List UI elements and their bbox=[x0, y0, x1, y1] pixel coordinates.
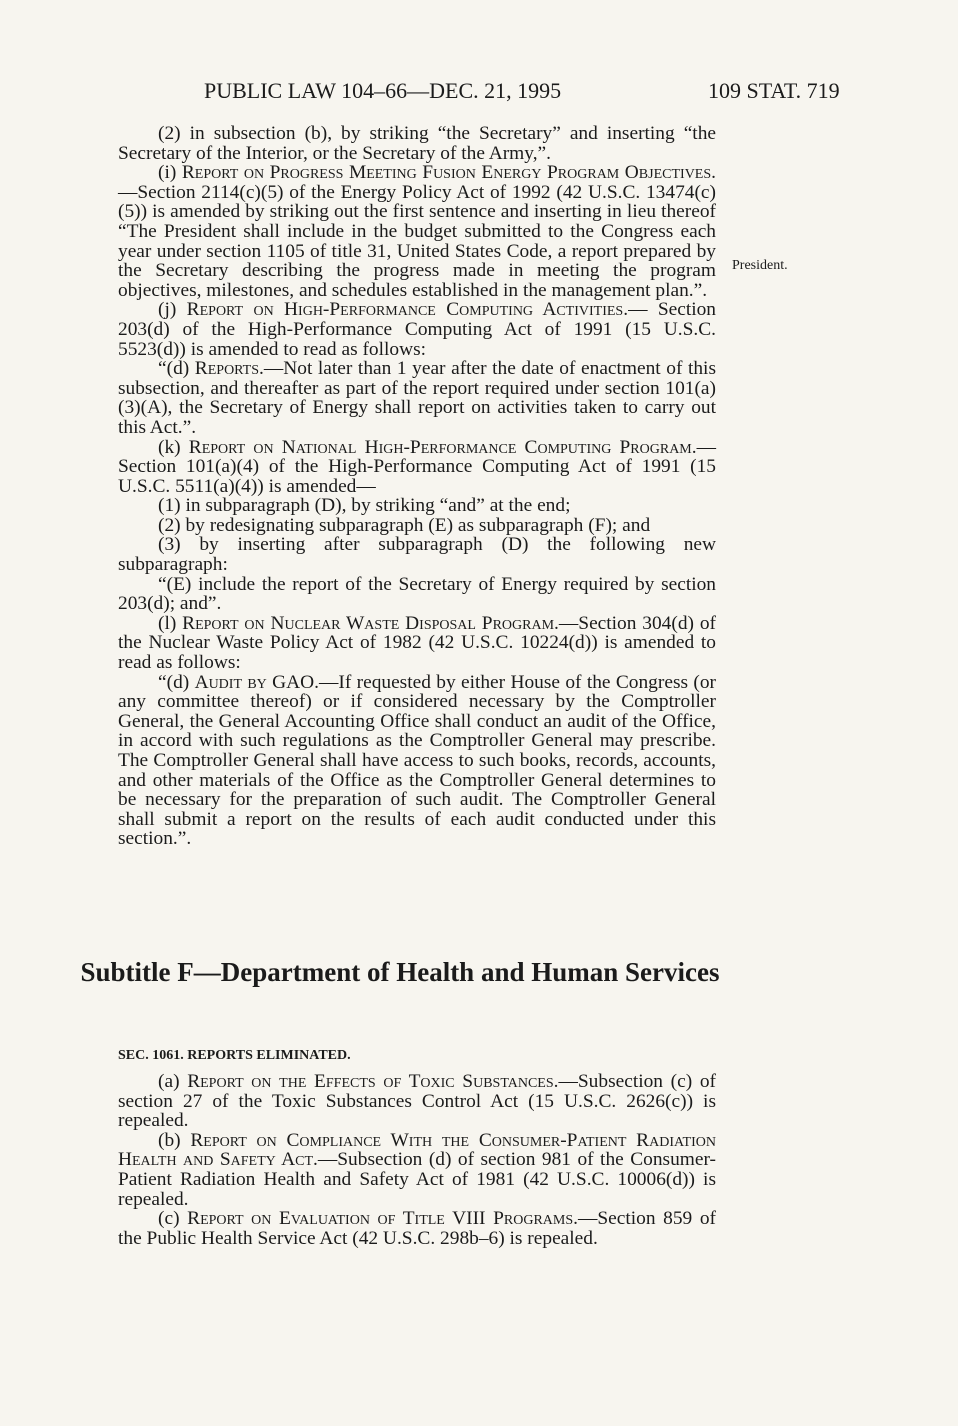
heading: Report on National High-Performance Computing Program. bbox=[188, 436, 697, 458]
section-c bbox=[118, 1209, 716, 1248]
heading: Report on Compliance With the Consumer-Patient Radiation Health and Safety Act. bbox=[118, 1129, 716, 1171]
text: —If requested by either House of the Congress (or any committee thereof) or if considered necessary by the Comptroller General, the General Accounting Office shall conduct an audit of the Office, in accord with such regulations as the Comptroller General may prescribe. The Comptroller General shall have access to such books, records, accounts, and other materials of the Office as the Comptroller General determines to be necessary for the preparation of such audit. The Comptroller General shall submit a report on the results of each audit conducted under this section.”. bbox=[118, 671, 716, 850]
text: —Section 859 of the Public Health Service Act (42 U.S.C. 298b–6) is repealed. bbox=[118, 1208, 716, 1249]
paragraph-i bbox=[118, 163, 716, 300]
paragraph-j bbox=[118, 300, 716, 359]
paragraph-k2: (2) by redesignating subparagraph (E) as subparagraph (F); and bbox=[158, 514, 651, 536]
label: (k) bbox=[158, 436, 189, 458]
label: (a) bbox=[158, 1071, 188, 1092]
heading: Audit by GAO. bbox=[194, 671, 319, 693]
text: — Section 203(d) of the High-Performance Computing Act of 1991 (15 U.S.C. 5523(d)) is amended to read as follows: bbox=[118, 299, 716, 360]
label: (j) bbox=[158, 299, 187, 321]
paragraph-l bbox=[118, 614, 716, 673]
text: —Section 2114(c)(5) of the Energy Policy Act of 1992 (42 U.S.C. 13474(c)(5)) is amended by striking out the first sentence and inserting in lieu thereof “The President shall include in the budget submitted to the Congress each year under section 1105 of title 31, United States Code, a report prepared by the Secretary describing the progress made in meeting the program objectives, milestones, and schedules established in the management plan.”. bbox=[118, 181, 716, 301]
label: (c) bbox=[158, 1208, 188, 1230]
section-body bbox=[118, 1072, 716, 1248]
paragraph-d-reports bbox=[118, 359, 716, 437]
body-text bbox=[118, 124, 716, 849]
text: —Subsection (d) of section 981 of the Consumer-Patient Radiation Health and Safety Act of 1981 (42 U.S.C. 10006(d)) is repealed. bbox=[118, 1149, 716, 1210]
section-b bbox=[118, 1131, 716, 1209]
heading: Report on Progress Meeting Fusion Energy Program Objectives. bbox=[181, 162, 716, 184]
paragraph-k bbox=[118, 438, 716, 497]
margin-note: President. bbox=[732, 258, 788, 273]
text: —Section 101(a)(4) of the High-Performance Computing Act of 1991 (15 U.S.C. 5511(a)(4)) is amended— bbox=[118, 436, 716, 497]
label: (l) bbox=[158, 612, 183, 634]
paragraph-k1: (1) in subparagraph (D), by striking “and” at the end; bbox=[158, 495, 571, 517]
section-a bbox=[118, 1072, 716, 1131]
subtitle-heading: Subtitle F—Department of Health and Human Services bbox=[80, 957, 720, 987]
label: (b) bbox=[158, 1129, 191, 1151]
heading: Reports. bbox=[194, 358, 264, 380]
label: “(d) bbox=[158, 671, 195, 693]
heading: Report on Nuclear Waste Disposal Program. bbox=[182, 612, 559, 634]
paragraph-d-audit bbox=[118, 673, 716, 849]
page-header bbox=[0, 78, 958, 108]
heading: Report on High-Performance Computing Activities. bbox=[186, 299, 629, 321]
page-reference: 109 STAT. 719 bbox=[708, 78, 840, 103]
paragraph-kE: “(E) include the report of the Secretary of Energy required by section 203(d); and”. bbox=[118, 573, 716, 615]
heading: Report on the Effects of Toxic Substances. bbox=[187, 1071, 559, 1092]
text: —Section 304(d) of the Nuclear Waste Policy Act of 1982 (42 U.S.C. 10224(d)) is amended to read as follows: bbox=[118, 612, 716, 674]
paragraph-2: (2) in subsection (b), by striking “the Secretary” and inserting “the Secretary of the Interior, or the Secretary of the Army,”. bbox=[118, 123, 716, 164]
law-title: PUBLIC LAW 104–66—DEC. 21, 1995 bbox=[204, 78, 562, 103]
label: (i) bbox=[158, 162, 182, 184]
paragraph-k3: (3) by inserting after subparagraph (D) the following new subparagraph: bbox=[118, 534, 716, 576]
text: —Not later than 1 year after the date of enactment of this subsection, and thereafter as part of the report required under section 101(a)(3)(A), the Secretary of Energy shall report on activities taken to carry out this Act.”. bbox=[118, 358, 716, 438]
section-heading: SEC. 1061. REPORTS ELIMINATED. bbox=[118, 1048, 351, 1063]
text: —Subsection (c) of section 27 of the Toxic Substances Control Act (15 U.S.C. 2626(c)) is repealed. bbox=[118, 1071, 716, 1132]
heading: Report on Evaluation of Title VIII Programs. bbox=[187, 1208, 578, 1230]
label: “(d) bbox=[158, 358, 195, 380]
